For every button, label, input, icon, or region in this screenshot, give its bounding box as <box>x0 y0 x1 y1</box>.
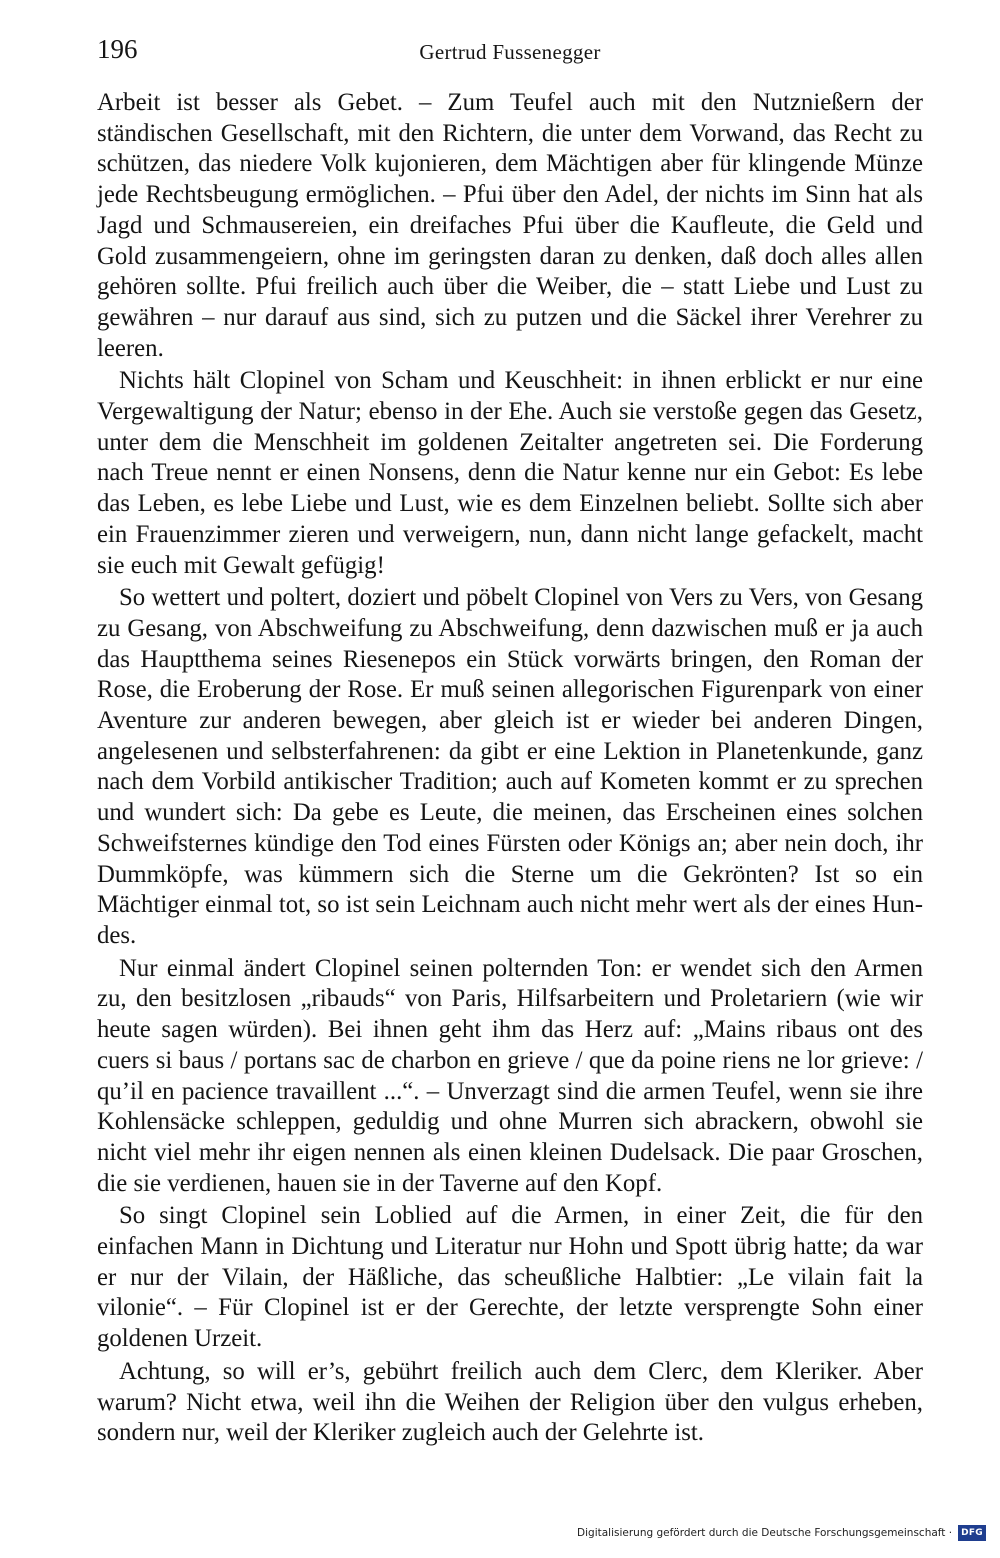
credit-text: Digitalisierung gefördert durch die Deutsche Forschungsgemeinschaft · <box>577 1527 953 1539</box>
paragraph: Nur einmal ändert Clopinel seinen polternden Ton: er wendet sich den Armen zu, den besitzlosen „ribauds“ von Paris, Hilfsarbeitern und Proletariern (wie wir heute sagen würden). Bei ihnen geht ihm das Herz auf: „Mains ribaus ont des cuers si baus / portans sac de charbon en grieve / que da poine riens ne lor grieve: / qu’il en pacience travaillent ...“. – Unverzagt sind die armen Teufel, wenn sie ihre Kohlensäcke schleppen, geduldig und ohne Murren sich abrackern, obwohl sie nicht viel mehr ihr eigen nennen als einen kleinen Dudelsack. Die paar Groschen, die sie verdienen, hauen sie in der Taverne auf den Kopf. <box>97 954 923 1197</box>
paragraph: Nichts hält Clopinel von Scham und Keuschheit: in ihnen erblickt er nur eine Vergewaltigung der Natur; ebenso in der Ehe. Auch sie verstoße gegen das Gesetz, unter dem die Menschheit im goldenen Zeitalter angetreten sei. Die Forderung nach Treue nennt er einen Nonsens, denn die Natur kenne nur ein Gebot: Es lebe das Leben, es lebe Liebe und Lust, wie es dem Einzelnen beliebt. Sollte sich aber ein Frauenzimmer zieren und verweigern, nun, dann nicht lange gefackelt, macht sie euch mit Gewalt gefügig! <box>97 367 923 579</box>
paragraph-continued: Arbeit ist besser als Gebet. – Zum Teufel auch mit den Nutznießern der ständischen Gesellschaft, mit den Richtern, die unter dem Vorwand, das Recht zu schützen, das niedere Volk kujonieren, dem Mächtigen aber für klingende Münze jede Rechtsbeugung ermöglichen. – Pfui über den Adel, der nichts im Sinn hat als Jagd und Schmausereien, ein dreifaches Pfui über die Kaufleute, die Geld und Gold zusammengeiern, ohne im geringsten daran zu denken, daß doch alles allen gehören sollte. Pfui freilich auch über die Weiber, die – statt Liebe und Lust zu gewähren – nur darauf aus sind, sich zu putzen und die Säckel ihrer Verehrer zu leeren. <box>97 89 923 362</box>
dfg-logo: DFG <box>958 1525 986 1541</box>
paragraph: Achtung, so will er’s, gebührt freilich auch dem Clerc, dem Kleriker. Aber warum? Nicht etwa, weil ihn die Weihen der Religion über den vulgus erheben, sondern nur, weil der Kleriker zugleich auch der Gelehrte ist. <box>97 1357 923 1447</box>
page-header <box>97 34 923 74</box>
paragraph: So singt Clopinel sein Loblied auf die Armen, in einer Zeit, die für den einfachen Mann in Dichtung und Literatur nur Hohn und Spott übrig hatte; da war er nur der Vilain, der Häßliche, das scheußliche Halbtier: „Le vilain fait la vilonie“. – Für Clopinel ist er der Gerechte, der letzte versprengte Sohn einer goldenen Urzeit. <box>97 1202 923 1353</box>
body-text <box>97 88 923 1451</box>
digitization-credit <box>577 1522 986 1544</box>
running-head-author: Gertrud Fussenegger <box>419 40 601 64</box>
paragraph: So wettert und poltert, doziert und pöbelt Clopinel von Vers zu Vers, von Gesang zu Gesang, von Abschweifung zu Abschweifung, denn dazwischen muß er ja auch das Hauptthema seines Riesenepos ein Stück vorwärts bringen, den Roman der Rose, die Eroberung der Rose. Er muß seinen allegorischen Figurenpark von einer Aventure zur anderen bewegen, aber gleich ist er wieder bei anderen Dingen, angelesenen und selbsterfahrenen: da gibt er eine Lektion in Planetenkunde, ganz nach dem Vorbild antikischer Tradition; auch auf Kometen kommt er zu sprechen und wundert sich: Da gebe es Leute, die meinen, das Erscheinen eines solchen Schweifsternes kündige den Tod eines Fürsten oder Königs an; aber nein doch, ihr Dummköpfe, was kümmern sich die Sterne um die Gekrönten? Ist so ein Mächtiger einmal tot, so ist sein Leichnam auch nicht mehr wert als der eines Hundes. <box>97 584 923 949</box>
page-number: 196 <box>97 34 138 64</box>
